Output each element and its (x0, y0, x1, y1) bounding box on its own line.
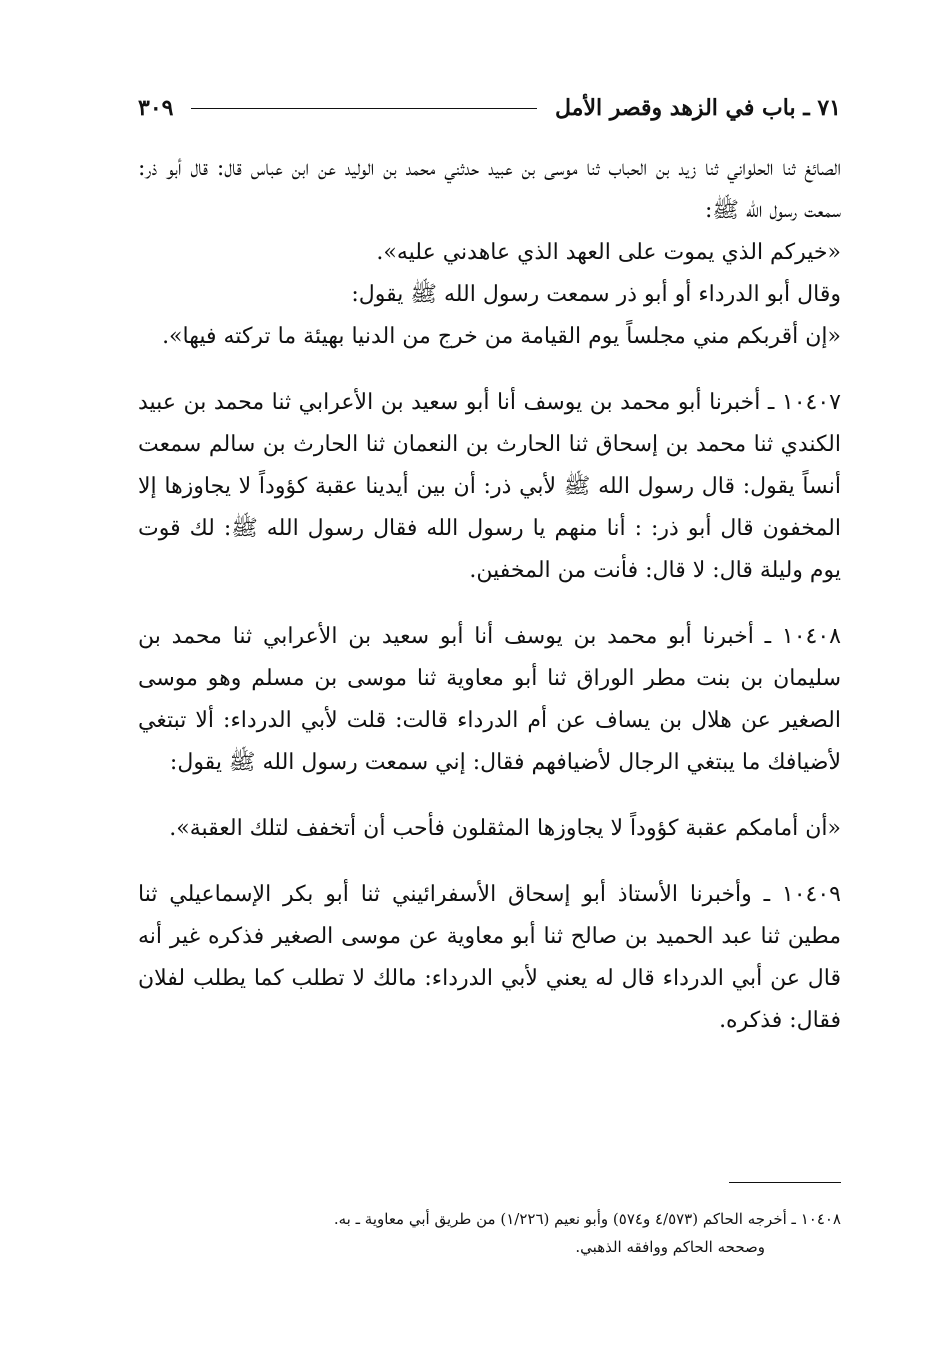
header-rule (191, 108, 537, 109)
paragraph: وقال أبو الدرداء أو أبو ذر سمعت رسول الله ﷺ يقول: (351, 282, 841, 307)
running-header (138, 88, 841, 128)
footnote-continuation: وصححه الحاكم ووافقه الذهبي. (575, 1238, 765, 1256)
hadith-quote: «أن أمامكم عقبة كؤوداً لا يجاوزها المثقلون فأحب أن أتخفف لتلك العقبة». (169, 816, 841, 841)
hadith-quote: «خيركم الذي يموت على العهد الذي عاهدني عليه». (376, 240, 841, 265)
hadith-10408: ١٠٤٠٨ ـ أخبرنا أبو محمد بن يوسف أنا أبو سعيد بن الأعرابي ثنا محمد بن سليمان بن بنت مطر الوراق ثنا أبو معاوية ثنا موسى بن مسلم وهو موسى الصغير عن هلال بن يساف عن أم الدرداء قالت: قلت لأبي الدرداء: ألا تبتغي لأضيافك ما يبتغي الرجال لأضيافهم فقال: إني سمعت رسول الله ﷺ يقول: (138, 624, 841, 775)
hadith-10407: ١٠٤٠٧ ـ أخبرنا أبو محمد بن يوسف أنا أبو سعيد بن الأعرابي ثنا محمد بن عبيد الكندي ثنا محمد بن إسحاق ثنا الحارث بن النعمان ثنا الحارث بن سالم سمعت أنساً يقول: قال رسول الله ﷺ لأبي ذر: أن بين أيدينا عقبة كؤوداً لا يجاوزها إلا المخفون قال أبو ذر: : أنا منهم يا رسول الله فقال رسول الله ﷺ: لك قوت يوم وليلة قال: لا قال: فأنت من المخفين. (138, 390, 842, 583)
hadith-10409: ١٠٤٠٩ ـ وأخبرنا الأستاذ أبو إسحاق الأسفرائيني ثنا أبو بكر الإسماعيلي ثنا مطين ثنا عبد الحميد بن صالح ثنا أبو معاوية عن موسى الصغير فذكره غير أنه قال عن أبي الدرداء قال له يعني لأبي الدرداء: مالك لا تطلب كما يطلب لفلان فقال: فذكره. (138, 882, 841, 1033)
chapter-title: ٧١ ـ باب في الزهد وقصر الأمل (555, 95, 841, 121)
footnote-separator (729, 1182, 841, 1183)
page-number: ٣٠٩ (138, 95, 174, 121)
paragraph: الصائغ ثنا الحلواني ثنا زيد بن الحباب ثنا موسى بن عبيد حدثني محمد بن الوليد عن ابن عباس قال: قال أبو ذر: سمعت رسول الله ﷺ: (138, 156, 841, 223)
main-text (138, 148, 841, 1042)
footnote-10408: ١٠٤٠٨ ـ أخرجه الحاكم (٤/٥٧٣ و٥٧٤) وأبو نعيم (١/٢٢٦) من طريق أبي معاوية ـ به. (333, 1210, 841, 1228)
footnotes (180, 1205, 841, 1261)
hadith-quote: «إن أقربكم مني مجلساً يوم القيامة من خرج من الدنيا بهيئة ما تركته فيها». (162, 324, 841, 349)
